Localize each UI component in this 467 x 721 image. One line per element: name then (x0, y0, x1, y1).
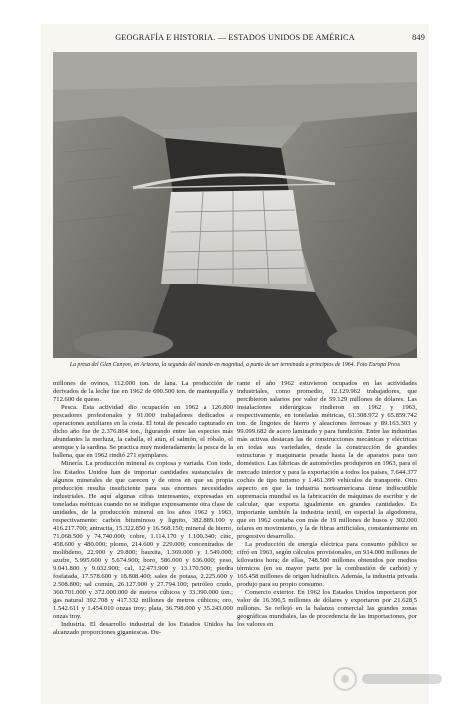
paragraph: rante el año 1962 estuvieron ocupados en las actividades industriales, como promedio, 12.129.962 trabajadores, que percibieron salarios por valor de 59.129 millones de dólares. Las instalaciones siderúrgicas rindieron en 1962 y 1963, respectivamente, en toneladas métricas, 61.308.972 y 65.859.742 ton. de lingotes de hierro y aleaciones ferrosas y 89.163.303 y 99.099.682 de acero laminado y para fundición. Entre las industrias más activas destacan las de construcciones mecánicas y eléctricas en todas sus variedades, desde la construcción de grandes estructuras y maquinaria pesada hasta la de aparatos para uso doméstico. Las fábricas de automóviles produjeron en 1963, para el mercado interior y para la exportación a todos los países, 7.644.377 coches de tipo turismo y 1.461.399 vehículos de transporte. Otro aspecto en que la industria norteamericana tiene indiscutible supremacía mundial es la fabricación de máquinas de escribir y de calcular, que exporta igualmente en grandes cantidades. Es importante también la industria textil, en especial la algodonera, que en 1962 contaba con más de 19 millones de husos y 302.000 telares en movimiento, y la de fibras artificiales, constantemente en progresivo desarrollo. (237, 380, 417, 540)
paragraph: Minería. La producción mineral es copiosa y variada. Con todo, los Estados Unidos han de importar cantidades sustanciales de algunos minerales de que carecen y de otros en que su propia producción resulta insuficiente para sus enormes necesidades industriales. He aquí algunas cifras interesantes, expresadas en toneladas métricas cuando no se indique expresamente otra clase de unidades, de la producción mineral en los años 1962 y 1963, respectivamente: carbón bituminoso y lignito, 382.889.100 y 416.217.700; antracita, 15.322.850 y 16.568.150; mineral de hierro, 71.068.500 y 74.740.000; cobre, 1.114.170 y 1.100.340; cinc, 458.600 y 480.000; plomo, 214.600 y 229.000; concentrados de molibdeno, 22.900 y 29.800; bauxita, 1.369.000 y 1.549.000; azufre, 5.995.600 y 5.674.900; boro, 586.000 y 636.000; yeso, 9.041.800 y 9.032.900; cal, 12.473.900 y 13.170.500; piedra fosfatada, 17.578.600 y 18.808.400; sales de potasa, 2.225.600 y 2.508.800; sal común, 26.127.900 y 27.794.100; petróleo crudo, 360.701.000 y 372.000.000 de metros cúbicos y 33.390.000 ton.; gas natural 392.708 y 417.332 millones de metros cúbicos; oro, 1.542.611 y 1.454.010 onzas troy; plata, 36.798.000 y 35.243.000 onzas troy. (53, 460, 233, 621)
page-number: 849 (412, 33, 425, 42)
paragraph: Comercio exterior. En 1962 los Estados Unidos importaron por valor de 16.396,5 millones de dólares y exportaron por 21.628,5 millones. Se reflejó en la balanza comercial las grandes zonas geográficas mundiales, las de procedencia de las importaciones, por los valores en (237, 589, 417, 629)
dam-photo-illustration (53, 52, 417, 358)
text-column-right (237, 380, 417, 629)
paragraph: La producción de energía eléctrica para consumo público se cifró en 1963, según cálculos provisionales, en 914.000 millones de kilovatios hora; de ellas, 748.500 millones obtenidos por medios térmicos (en su mayor parte por la combustión de carbón) y 165.458 millones de origen hidráulico. Además, la industria privada produjo para su propio consumo. (237, 540, 417, 589)
dam-photograph (53, 52, 417, 358)
watermark-logo (330, 664, 450, 694)
running-title: GEOGRAFÍA E HISTORIA. — ESTADOS UNIDOS DE AMÉRICA (115, 33, 355, 42)
paragraph: millones de ovinos, 112.000 ton. de lana. La producción de derivados de la leche fue en 1962 de 690.500 ton. de mantequilla y 712.600 de queso. (53, 380, 233, 404)
text-column-left (53, 380, 233, 638)
photo-caption: La presa del Glen Canyon, en Arizona, la segunda del mundo en magnitud, a punto de ser terminada a principios de 1964. Foto Europa Press (69, 362, 401, 368)
paragraph: Industria. El desarrollo industrial de los Estados Unidos ha alcanzado proporciones gigantescas. Du- (53, 621, 233, 637)
running-header (41, 33, 429, 45)
book-page (41, 24, 429, 704)
paragraph: Pesca. Esta actividad dio ocupación en 1962 a 126.800 pescadores profesionales y 91.000 trabajadores dedicados a operaciones auxiliares en la costa. El total de pescado capturado en dicho año fue de 2.376.864 ton., figurando entre las especies más abundantes la merluza, la caballa, el atún, el salmón, el róbalo, el arenque y la sardina. Se practica muy moderadamente la pesca de la ballena, que en 1962 rindió 271 ejemplares. (53, 404, 233, 460)
